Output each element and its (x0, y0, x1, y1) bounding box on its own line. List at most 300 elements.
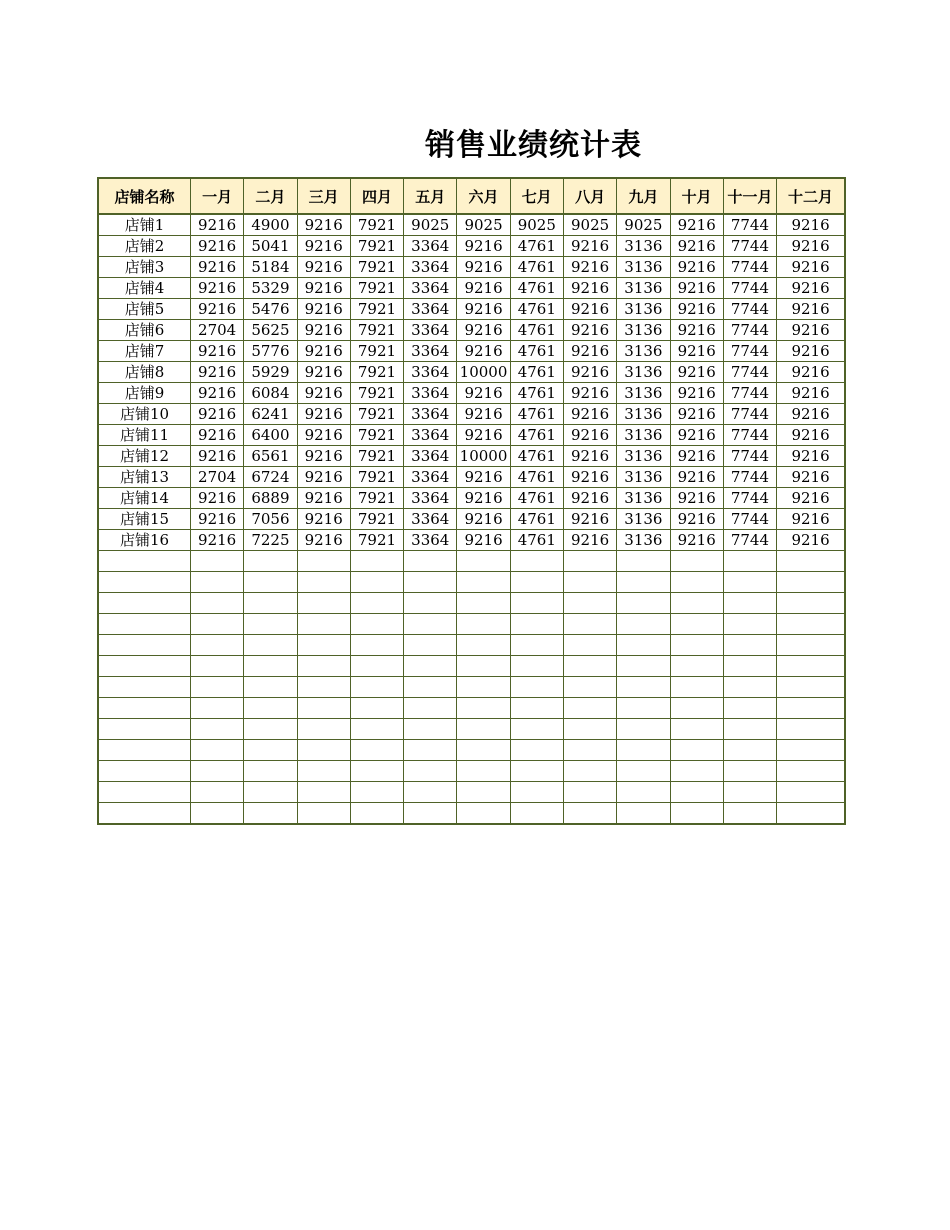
empty-cell[interactable] (777, 572, 845, 593)
store-name-cell[interactable]: 店铺16 (98, 530, 190, 551)
sales-cell[interactable]: 4761 (510, 320, 563, 341)
sales-cell[interactable]: 7744 (723, 383, 776, 404)
sales-cell[interactable]: 4761 (510, 446, 563, 467)
sales-cell[interactable]: 9216 (777, 362, 845, 383)
sales-cell[interactable]: 10000 (457, 362, 510, 383)
sales-cell[interactable]: 9216 (190, 341, 243, 362)
sales-cell[interactable]: 3136 (617, 467, 670, 488)
empty-cell[interactable] (98, 782, 190, 803)
empty-cell[interactable] (723, 572, 776, 593)
sales-cell[interactable]: 7921 (350, 320, 403, 341)
empty-cell[interactable] (510, 551, 563, 572)
sales-cell[interactable]: 9216 (297, 214, 350, 236)
empty-cell[interactable] (297, 761, 350, 782)
sales-cell[interactable]: 9216 (297, 446, 350, 467)
empty-cell[interactable] (244, 803, 297, 825)
sales-cell[interactable]: 9216 (670, 362, 723, 383)
sales-cell[interactable]: 9216 (563, 404, 616, 425)
sales-cell[interactable]: 9216 (297, 362, 350, 383)
empty-cell[interactable] (98, 635, 190, 656)
store-name-cell[interactable]: 店铺13 (98, 467, 190, 488)
empty-cell[interactable] (98, 677, 190, 698)
empty-cell[interactable] (617, 782, 670, 803)
sales-cell[interactable]: 9216 (457, 341, 510, 362)
sales-cell[interactable]: 7921 (350, 425, 403, 446)
empty-cell[interactable] (563, 740, 616, 761)
empty-cell[interactable] (190, 803, 243, 825)
empty-cell[interactable] (404, 677, 457, 698)
empty-cell[interactable] (98, 656, 190, 677)
sales-cell[interactable]: 9216 (777, 467, 845, 488)
sales-cell[interactable]: 7921 (350, 257, 403, 278)
sales-cell[interactable]: 3364 (404, 446, 457, 467)
sales-cell[interactable]: 7744 (723, 530, 776, 551)
empty-cell[interactable] (563, 635, 616, 656)
sales-cell[interactable]: 7921 (350, 362, 403, 383)
sales-cell[interactable]: 7744 (723, 320, 776, 341)
empty-cell[interactable] (350, 635, 403, 656)
sales-cell[interactable]: 9216 (297, 404, 350, 425)
sales-cell[interactable]: 9216 (297, 341, 350, 362)
sales-cell[interactable]: 9216 (563, 320, 616, 341)
empty-cell[interactable] (670, 656, 723, 677)
sales-cell[interactable]: 4761 (510, 257, 563, 278)
sales-cell[interactable]: 9216 (563, 341, 616, 362)
empty-cell[interactable] (457, 635, 510, 656)
empty-cell[interactable] (670, 719, 723, 740)
empty-cell[interactable] (244, 635, 297, 656)
store-name-cell[interactable]: 店铺15 (98, 509, 190, 530)
store-name-cell[interactable]: 店铺2 (98, 236, 190, 257)
sales-cell[interactable]: 9025 (563, 214, 616, 236)
sales-cell[interactable]: 4761 (510, 509, 563, 530)
empty-cell[interactable] (244, 719, 297, 740)
empty-cell[interactable] (190, 677, 243, 698)
sales-cell[interactable]: 7744 (723, 404, 776, 425)
sales-cell[interactable]: 9216 (457, 488, 510, 509)
sales-cell[interactable]: 9216 (457, 404, 510, 425)
empty-cell[interactable] (670, 572, 723, 593)
sales-cell[interactable]: 3364 (404, 425, 457, 446)
empty-cell[interactable] (510, 677, 563, 698)
empty-cell[interactable] (297, 572, 350, 593)
empty-cell[interactable] (190, 572, 243, 593)
sales-cell[interactable]: 4761 (510, 467, 563, 488)
empty-cell[interactable] (244, 593, 297, 614)
empty-cell[interactable] (350, 677, 403, 698)
empty-cell[interactable] (190, 593, 243, 614)
empty-cell[interactable] (244, 698, 297, 719)
sales-cell[interactable]: 5329 (244, 278, 297, 299)
sales-cell[interactable]: 3364 (404, 404, 457, 425)
empty-cell[interactable] (350, 614, 403, 635)
sales-cell[interactable]: 3364 (404, 320, 457, 341)
empty-cell[interactable] (670, 635, 723, 656)
empty-cell[interactable] (190, 656, 243, 677)
empty-cell[interactable] (510, 719, 563, 740)
empty-cell[interactable] (777, 635, 845, 656)
empty-cell[interactable] (510, 593, 563, 614)
sales-cell[interactable]: 7921 (350, 446, 403, 467)
empty-cell[interactable] (617, 593, 670, 614)
sales-cell[interactable]: 7921 (350, 299, 403, 320)
empty-cell[interactable] (723, 698, 776, 719)
sales-cell[interactable]: 9216 (457, 320, 510, 341)
store-name-cell[interactable]: 店铺6 (98, 320, 190, 341)
sales-cell[interactable]: 4761 (510, 425, 563, 446)
empty-cell[interactable] (723, 593, 776, 614)
sales-cell[interactable]: 9216 (777, 320, 845, 341)
empty-cell[interactable] (617, 698, 670, 719)
empty-cell[interactable] (297, 782, 350, 803)
sales-cell[interactable]: 4900 (244, 214, 297, 236)
sales-cell[interactable]: 9216 (670, 236, 723, 257)
sales-cell[interactable]: 9216 (457, 425, 510, 446)
sales-cell[interactable]: 9216 (190, 214, 243, 236)
sales-cell[interactable]: 9216 (563, 383, 616, 404)
empty-cell[interactable] (244, 740, 297, 761)
sales-cell[interactable]: 9216 (670, 404, 723, 425)
sales-cell[interactable]: 7921 (350, 467, 403, 488)
empty-cell[interactable] (350, 719, 403, 740)
empty-cell[interactable] (723, 719, 776, 740)
sales-cell[interactable]: 9216 (297, 299, 350, 320)
empty-cell[interactable] (563, 572, 616, 593)
empty-cell[interactable] (190, 614, 243, 635)
sales-cell[interactable]: 7921 (350, 383, 403, 404)
empty-cell[interactable] (777, 782, 845, 803)
empty-cell[interactable] (350, 698, 403, 719)
empty-cell[interactable] (617, 656, 670, 677)
sales-cell[interactable]: 6084 (244, 383, 297, 404)
empty-cell[interactable] (457, 572, 510, 593)
sales-cell[interactable]: 9216 (190, 404, 243, 425)
empty-cell[interactable] (350, 593, 403, 614)
store-name-cell[interactable]: 店铺1 (98, 214, 190, 236)
empty-cell[interactable] (244, 656, 297, 677)
empty-cell[interactable] (777, 803, 845, 825)
sales-cell[interactable]: 7744 (723, 299, 776, 320)
sales-cell[interactable]: 9216 (563, 236, 616, 257)
empty-cell[interactable] (723, 635, 776, 656)
store-name-cell[interactable]: 店铺8 (98, 362, 190, 383)
empty-cell[interactable] (563, 761, 616, 782)
sales-cell[interactable]: 3364 (404, 383, 457, 404)
sales-cell[interactable]: 7921 (350, 404, 403, 425)
sales-cell[interactable]: 9216 (190, 257, 243, 278)
empty-cell[interactable] (244, 761, 297, 782)
sales-cell[interactable]: 9216 (670, 320, 723, 341)
sales-cell[interactable]: 3136 (617, 257, 670, 278)
sales-cell[interactable]: 9216 (563, 278, 616, 299)
sales-cell[interactable]: 9216 (297, 383, 350, 404)
sales-cell[interactable]: 9216 (297, 278, 350, 299)
sales-cell[interactable]: 7921 (350, 509, 403, 530)
sales-cell[interactable]: 3364 (404, 299, 457, 320)
sales-cell[interactable]: 9216 (190, 488, 243, 509)
sales-cell[interactable]: 9216 (190, 236, 243, 257)
sales-cell[interactable]: 7225 (244, 530, 297, 551)
empty-cell[interactable] (670, 803, 723, 825)
sales-cell[interactable]: 3136 (617, 446, 670, 467)
empty-cell[interactable] (244, 551, 297, 572)
empty-cell[interactable] (563, 551, 616, 572)
empty-cell[interactable] (510, 614, 563, 635)
sales-cell[interactable]: 4761 (510, 530, 563, 551)
header-month[interactable]: 十二月 (777, 178, 845, 214)
empty-cell[interactable] (297, 677, 350, 698)
sales-cell[interactable]: 9216 (777, 404, 845, 425)
sales-cell[interactable]: 7744 (723, 425, 776, 446)
sales-cell[interactable]: 9216 (297, 488, 350, 509)
empty-cell[interactable] (563, 698, 616, 719)
empty-cell[interactable] (404, 803, 457, 825)
sales-cell[interactable]: 7744 (723, 278, 776, 299)
empty-cell[interactable] (617, 740, 670, 761)
sales-cell[interactable]: 4761 (510, 278, 563, 299)
empty-cell[interactable] (244, 782, 297, 803)
sales-cell[interactable]: 3364 (404, 278, 457, 299)
empty-cell[interactable] (404, 740, 457, 761)
empty-cell[interactable] (617, 551, 670, 572)
sales-cell[interactable]: 9216 (563, 425, 616, 446)
empty-cell[interactable] (98, 803, 190, 825)
empty-cell[interactable] (190, 551, 243, 572)
sales-cell[interactable]: 7921 (350, 341, 403, 362)
empty-cell[interactable] (670, 551, 723, 572)
empty-cell[interactable] (510, 782, 563, 803)
empty-cell[interactable] (617, 761, 670, 782)
sales-cell[interactable]: 9216 (670, 446, 723, 467)
sales-cell[interactable]: 3136 (617, 341, 670, 362)
sales-cell[interactable]: 2704 (190, 320, 243, 341)
sales-cell[interactable]: 9216 (777, 236, 845, 257)
sales-cell[interactable]: 4761 (510, 488, 563, 509)
empty-cell[interactable] (297, 551, 350, 572)
empty-cell[interactable] (297, 656, 350, 677)
sales-cell[interactable]: 9216 (457, 467, 510, 488)
empty-cell[interactable] (777, 677, 845, 698)
sales-cell[interactable]: 9025 (617, 214, 670, 236)
sales-cell[interactable]: 9216 (190, 425, 243, 446)
empty-cell[interactable] (457, 614, 510, 635)
sales-cell[interactable]: 9216 (777, 278, 845, 299)
header-month[interactable]: 四月 (350, 178, 403, 214)
sales-cell[interactable]: 9216 (777, 299, 845, 320)
sales-cell[interactable]: 4761 (510, 299, 563, 320)
empty-cell[interactable] (404, 761, 457, 782)
sales-cell[interactable]: 9216 (563, 530, 616, 551)
sales-cell[interactable]: 9216 (190, 278, 243, 299)
empty-cell[interactable] (670, 677, 723, 698)
empty-cell[interactable] (563, 614, 616, 635)
sales-cell[interactable]: 9216 (297, 320, 350, 341)
sales-cell[interactable]: 10000 (457, 446, 510, 467)
sales-cell[interactable]: 9216 (777, 509, 845, 530)
sales-cell[interactable]: 9216 (670, 257, 723, 278)
empty-cell[interactable] (98, 761, 190, 782)
empty-cell[interactable] (98, 719, 190, 740)
store-name-cell[interactable]: 店铺11 (98, 425, 190, 446)
empty-cell[interactable] (404, 698, 457, 719)
sales-cell[interactable]: 9216 (297, 509, 350, 530)
sales-cell[interactable]: 3364 (404, 341, 457, 362)
empty-cell[interactable] (563, 803, 616, 825)
sales-cell[interactable]: 7921 (350, 488, 403, 509)
sales-cell[interactable]: 7744 (723, 214, 776, 236)
sales-cell[interactable]: 3364 (404, 488, 457, 509)
empty-cell[interactable] (510, 761, 563, 782)
sales-cell[interactable]: 4761 (510, 404, 563, 425)
empty-cell[interactable] (510, 656, 563, 677)
sales-cell[interactable]: 9216 (670, 509, 723, 530)
empty-cell[interactable] (777, 698, 845, 719)
sales-cell[interactable]: 9216 (777, 214, 845, 236)
sales-cell[interactable]: 9025 (404, 214, 457, 236)
empty-cell[interactable] (510, 803, 563, 825)
empty-cell[interactable] (563, 677, 616, 698)
empty-cell[interactable] (98, 572, 190, 593)
sales-cell[interactable]: 5776 (244, 341, 297, 362)
sales-cell[interactable]: 3364 (404, 467, 457, 488)
sales-cell[interactable]: 9216 (297, 467, 350, 488)
empty-cell[interactable] (190, 740, 243, 761)
empty-cell[interactable] (457, 593, 510, 614)
sales-cell[interactable]: 3136 (617, 278, 670, 299)
sales-cell[interactable]: 9216 (297, 236, 350, 257)
empty-cell[interactable] (297, 593, 350, 614)
empty-cell[interactable] (617, 572, 670, 593)
sales-cell[interactable]: 4761 (510, 236, 563, 257)
sales-cell[interactable]: 9216 (777, 383, 845, 404)
empty-cell[interactable] (297, 635, 350, 656)
sales-cell[interactable]: 2704 (190, 467, 243, 488)
sales-cell[interactable]: 9216 (670, 467, 723, 488)
sales-cell[interactable]: 9216 (777, 257, 845, 278)
empty-cell[interactable] (670, 698, 723, 719)
sales-cell[interactable]: 7056 (244, 509, 297, 530)
empty-cell[interactable] (777, 719, 845, 740)
empty-cell[interactable] (457, 551, 510, 572)
header-month[interactable]: 五月 (404, 178, 457, 214)
empty-cell[interactable] (297, 740, 350, 761)
empty-cell[interactable] (670, 740, 723, 761)
sales-cell[interactable]: 6400 (244, 425, 297, 446)
sales-cell[interactable]: 9216 (457, 509, 510, 530)
sales-cell[interactable]: 5929 (244, 362, 297, 383)
sales-cell[interactable]: 9025 (510, 214, 563, 236)
sales-cell[interactable]: 9216 (190, 509, 243, 530)
empty-cell[interactable] (777, 593, 845, 614)
sales-cell[interactable]: 6889 (244, 488, 297, 509)
sales-cell[interactable]: 3136 (617, 236, 670, 257)
sales-cell[interactable]: 5625 (244, 320, 297, 341)
sales-cell[interactable]: 7921 (350, 214, 403, 236)
header-month[interactable]: 二月 (244, 178, 297, 214)
sales-cell[interactable]: 9216 (777, 530, 845, 551)
empty-cell[interactable] (670, 782, 723, 803)
empty-cell[interactable] (404, 782, 457, 803)
empty-cell[interactable] (350, 761, 403, 782)
empty-cell[interactable] (98, 698, 190, 719)
sales-cell[interactable]: 7921 (350, 236, 403, 257)
sales-cell[interactable]: 9216 (457, 530, 510, 551)
sales-cell[interactable]: 9216 (457, 383, 510, 404)
empty-cell[interactable] (350, 782, 403, 803)
sales-cell[interactable]: 9216 (297, 425, 350, 446)
sales-cell[interactable]: 7744 (723, 488, 776, 509)
empty-cell[interactable] (404, 635, 457, 656)
sales-cell[interactable]: 9216 (457, 299, 510, 320)
empty-cell[interactable] (670, 593, 723, 614)
empty-cell[interactable] (190, 635, 243, 656)
sales-cell[interactable]: 6561 (244, 446, 297, 467)
empty-cell[interactable] (617, 614, 670, 635)
sales-cell[interactable]: 3136 (617, 509, 670, 530)
sales-cell[interactable]: 3136 (617, 488, 670, 509)
sales-cell[interactable]: 9216 (670, 425, 723, 446)
sales-cell[interactable]: 3364 (404, 257, 457, 278)
sales-cell[interactable]: 9216 (777, 425, 845, 446)
empty-cell[interactable] (404, 719, 457, 740)
sales-cell[interactable]: 9216 (563, 446, 616, 467)
empty-cell[interactable] (457, 782, 510, 803)
sales-cell[interactable]: 9216 (457, 278, 510, 299)
empty-cell[interactable] (404, 572, 457, 593)
sales-cell[interactable]: 7744 (723, 362, 776, 383)
empty-cell[interactable] (457, 719, 510, 740)
sales-cell[interactable]: 3364 (404, 236, 457, 257)
empty-cell[interactable] (563, 593, 616, 614)
empty-cell[interactable] (510, 572, 563, 593)
sales-cell[interactable]: 9216 (670, 383, 723, 404)
sales-cell[interactable]: 9025 (457, 214, 510, 236)
header-month[interactable]: 一月 (190, 178, 243, 214)
sales-cell[interactable]: 9216 (190, 299, 243, 320)
empty-cell[interactable] (670, 761, 723, 782)
sales-cell[interactable]: 9216 (670, 530, 723, 551)
empty-cell[interactable] (190, 761, 243, 782)
sales-cell[interactable]: 9216 (563, 467, 616, 488)
sales-cell[interactable]: 3136 (617, 530, 670, 551)
header-month[interactable]: 八月 (563, 178, 616, 214)
store-name-cell[interactable]: 店铺9 (98, 383, 190, 404)
empty-cell[interactable] (98, 614, 190, 635)
empty-cell[interactable] (617, 803, 670, 825)
sales-cell[interactable]: 3136 (617, 362, 670, 383)
empty-cell[interactable] (777, 761, 845, 782)
sales-cell[interactable]: 4761 (510, 362, 563, 383)
header-month[interactable]: 九月 (617, 178, 670, 214)
empty-cell[interactable] (404, 614, 457, 635)
sales-cell[interactable]: 5476 (244, 299, 297, 320)
sales-cell[interactable]: 7921 (350, 530, 403, 551)
empty-cell[interactable] (98, 593, 190, 614)
empty-cell[interactable] (510, 635, 563, 656)
empty-cell[interactable] (777, 551, 845, 572)
store-name-cell[interactable]: 店铺10 (98, 404, 190, 425)
store-name-cell[interactable]: 店铺14 (98, 488, 190, 509)
store-name-cell[interactable]: 店铺12 (98, 446, 190, 467)
empty-cell[interactable] (457, 656, 510, 677)
sales-cell[interactable]: 9216 (670, 341, 723, 362)
sales-cell[interactable]: 9216 (563, 362, 616, 383)
empty-cell[interactable] (617, 677, 670, 698)
empty-cell[interactable] (563, 782, 616, 803)
empty-cell[interactable] (510, 740, 563, 761)
empty-cell[interactable] (723, 782, 776, 803)
header-month[interactable]: 六月 (457, 178, 510, 214)
